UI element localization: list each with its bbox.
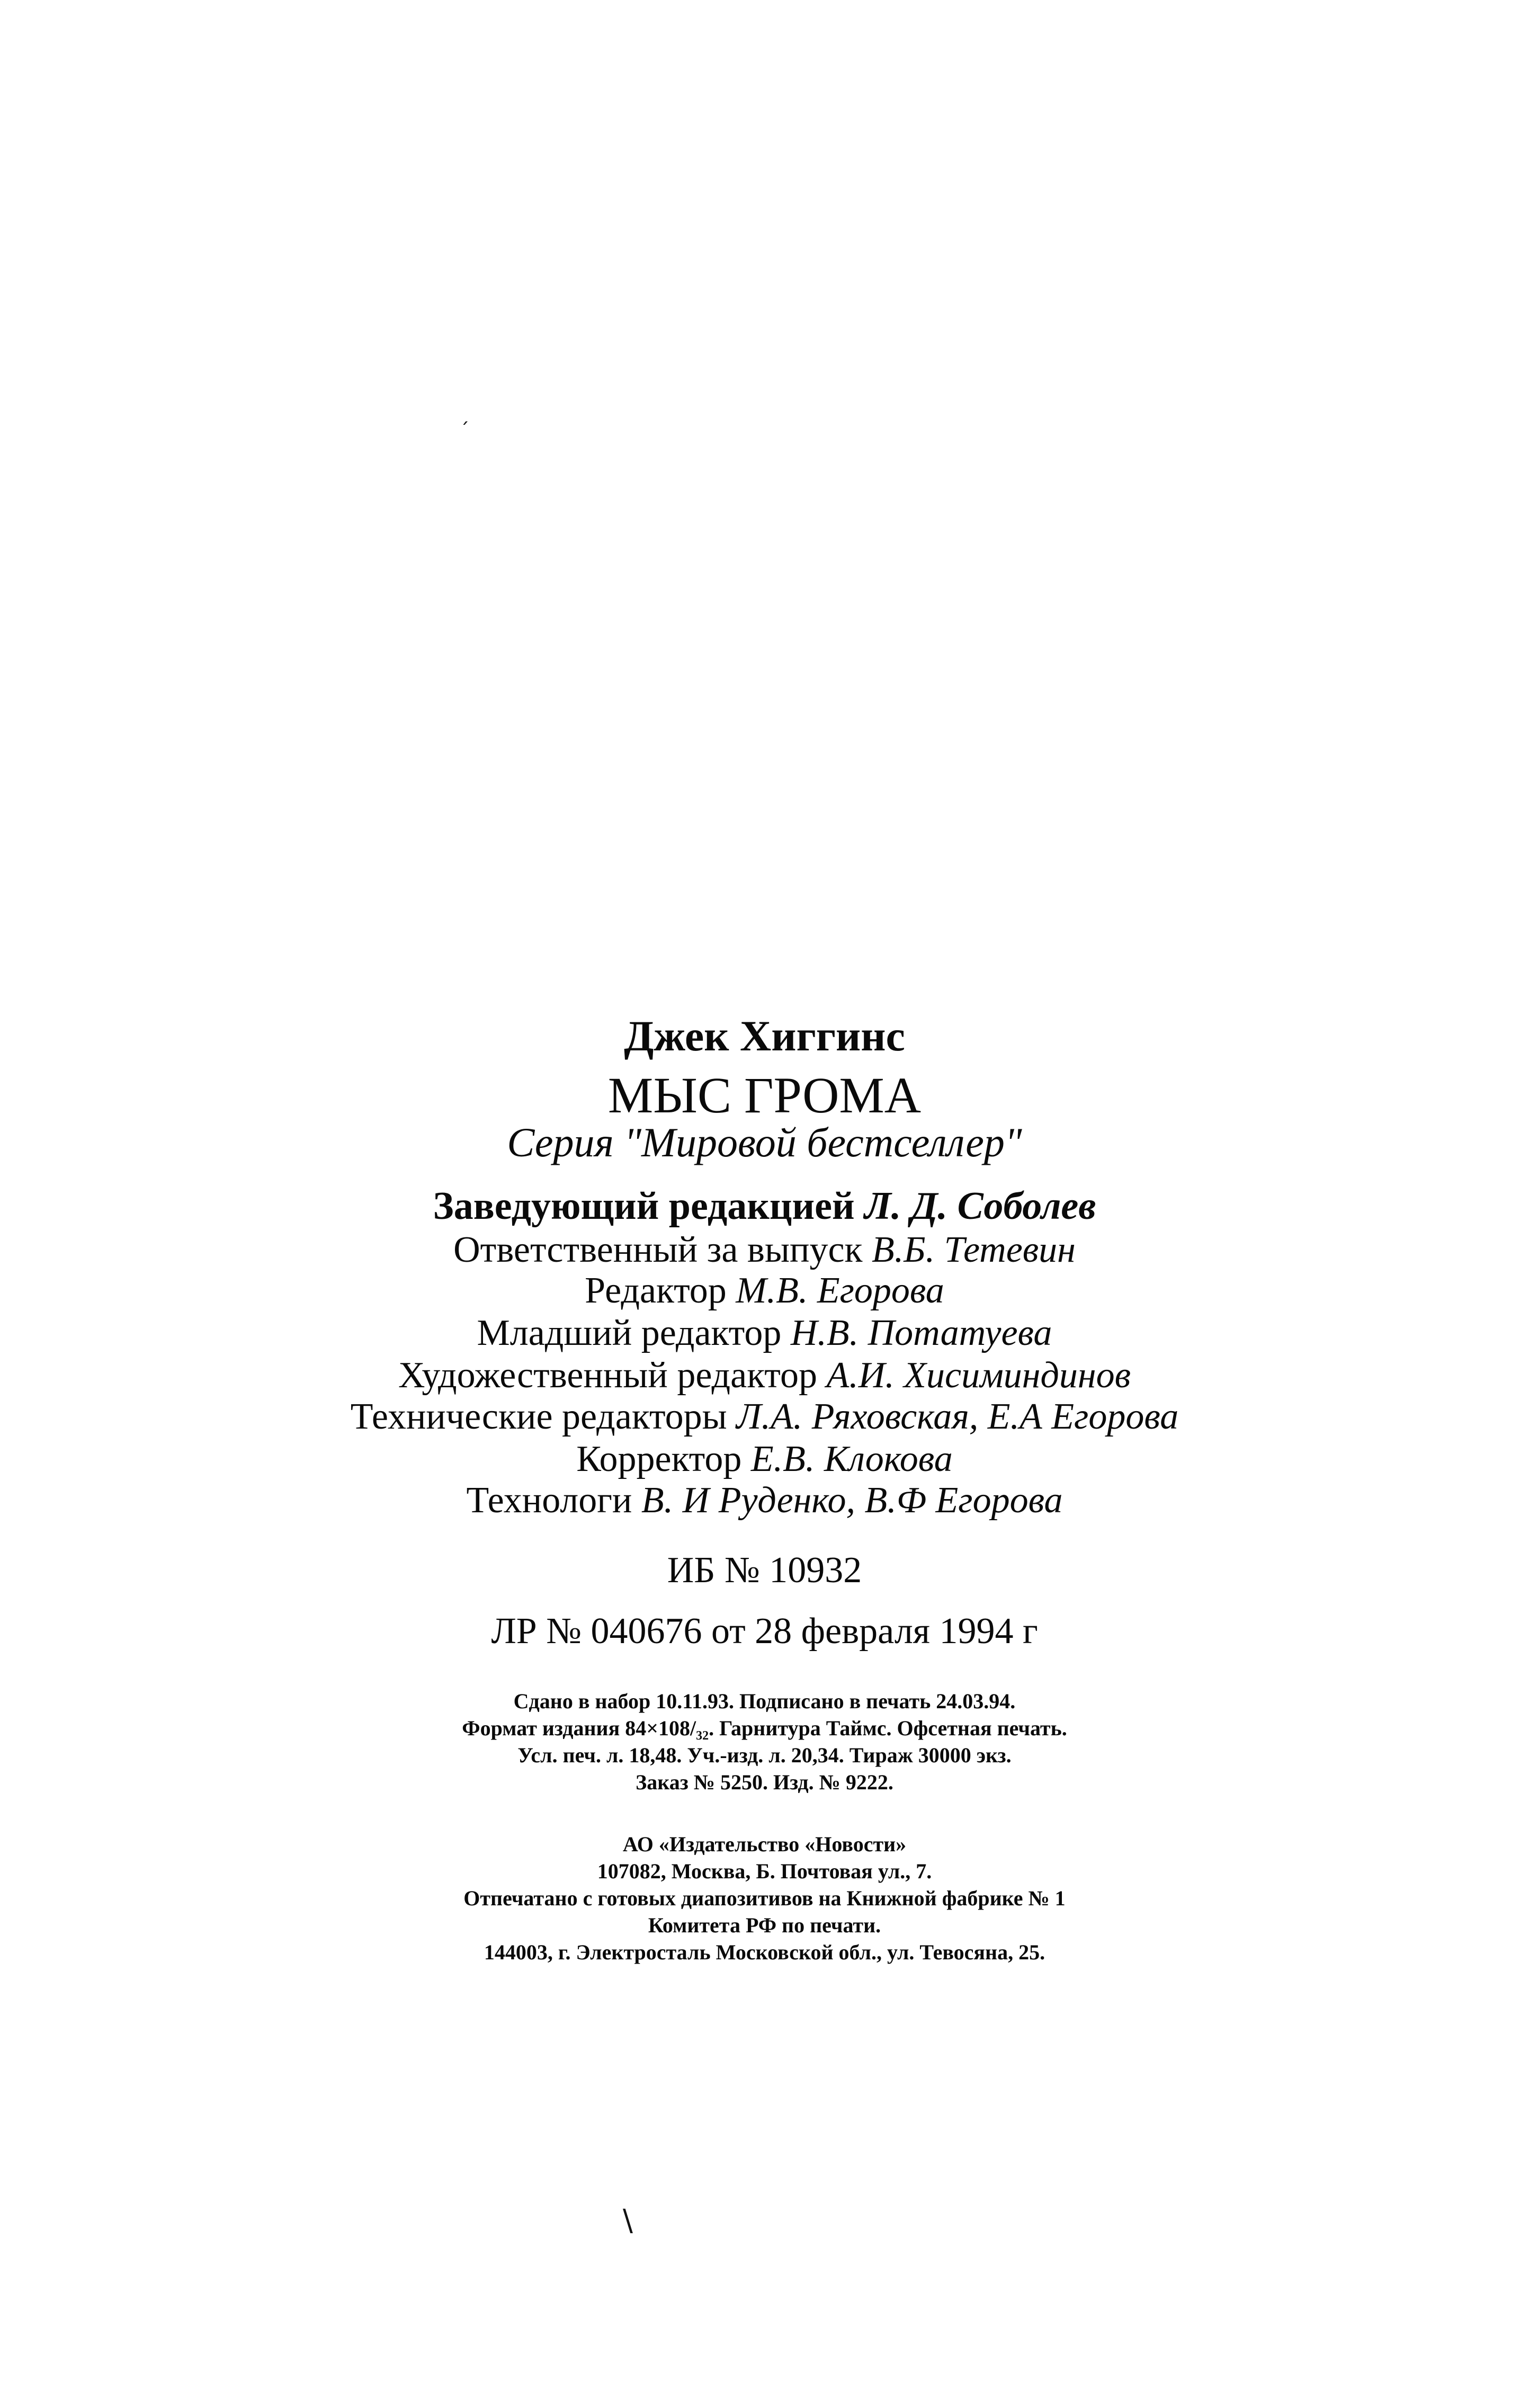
series-name: Серия "Мировой бестселлер" [507,1119,1022,1165]
staff-technologists [0,1482,1529,1519]
staff-junior-editor-label: Младший редактор [477,1313,782,1353]
staff-editor [0,1272,1529,1309]
publisher-line: 107082, Москва, Б. Почтовая ул., 7. [597,1859,932,1883]
staff-technologists-label: Технологи [466,1480,632,1521]
staff-junior-editor-name: Н.В. Потатуева [790,1313,1052,1353]
staff-art-editor [0,1357,1529,1394]
staff-technologists-name: В. И Руденко, В.Ф Егорова [641,1480,1063,1521]
staff-responsible-label: Ответственный за выпуск [453,1229,863,1270]
book-title: МЫС ГРОМА [607,1067,922,1123]
author-name: Джек Хиггинс [624,1012,905,1060]
staff-art-editor-label: Художественный редактор [398,1355,817,1396]
imprint-line: Усл. печ. л. 18,48. Уч.-изд. л. 20,34. Тираж 30000 экз. [517,1743,1012,1767]
staff-junior-editor [0,1315,1529,1352]
staff-chief-editor-label: Заведующий редакцией [433,1184,855,1228]
staff-responsible [0,1229,1529,1270]
publisher-line: 144003, г. Электросталь Московской обл., ул. Тевосяна, 25. [484,1940,1045,1964]
staff-editor-name: М.В. Егорова [736,1270,944,1311]
staff-responsible-name: В.Б. Тетевин [872,1229,1076,1270]
staff-art-editor-name: А.И. Хисиминдинов [826,1355,1131,1396]
ib-number: ИБ № 10932 [667,1550,862,1591]
staff-corrector-label: Корректор [576,1439,742,1479]
stray-mark-bottom: \ [623,2204,633,2238]
staff-chief-editor [0,1184,1529,1228]
staff-tech-editors-label: Технические редакторы [350,1396,727,1437]
staff-editor-label: Редактор [585,1270,727,1311]
lr-license: ЛР № 040676 от 28 февраля 1994 г [491,1611,1038,1652]
staff-tech-editors [0,1398,1529,1435]
imprint-line: Сдано в набор 10.11.93. Подписано в печать 24.03.94. [513,1689,1016,1713]
publisher-line: Отпечатано с готовых диапозитивов на Книжной фабрике № 1 [463,1886,1066,1910]
publisher-line: АО «Издательство «Новости» [622,1832,907,1856]
publisher-line: Комитета РФ по печати. [648,1913,881,1937]
staff-corrector-name: Е.В. Клокова [750,1439,953,1479]
staff-chief-editor-name: Л. Д. Соболев [864,1184,1096,1228]
staff-corrector [0,1441,1529,1478]
stray-mark-top: ˊ [460,420,469,441]
staff-tech-editors-name: Л.А. Ряховская, Е.А Егорова [736,1396,1179,1437]
imprint-line: Формат издания 84×108/₃₂. Гарнитура Таймс. Офсетная печать. [462,1716,1067,1740]
imprint-line: Заказ № 5250. Изд. № 9222. [636,1770,893,1794]
